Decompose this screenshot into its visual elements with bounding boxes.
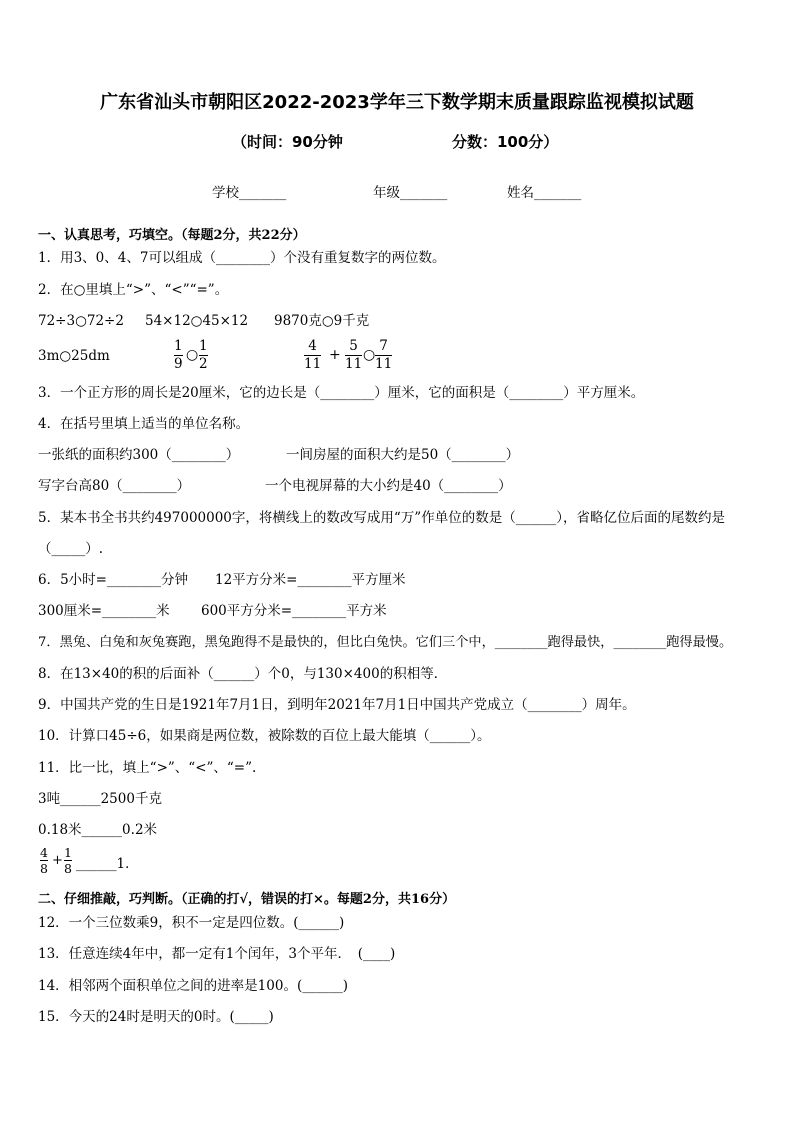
- question-9: 9．中国共产党的生日是1921年7月1日，到明年2021年7月1日中国共产党成立（________）周年。: [38, 697, 636, 713]
- q2-item-b: 54×12○45×12: [145, 313, 249, 329]
- page-title: 广东省汕头市朝阳区2022-2023学年三下数学期末质量跟踪监视模拟试题: [100, 92, 694, 113]
- q11-item-c-tail: ______1．: [76, 856, 139, 872]
- q2-item-d: 3m○25dm: [38, 348, 110, 364]
- section1-heading: 一、认真思考，巧填空。（每题2分，共22分）: [38, 228, 306, 243]
- exam-score: 分数：100分）: [452, 133, 559, 151]
- question-1: 1．用3、0、4、7可以组成（________）个没有重复数字的两位数。: [38, 250, 446, 266]
- question-5-cont: （_____）.: [38, 541, 104, 557]
- q11-item-b: 0.18米______0.2米: [38, 822, 158, 838]
- q6-item-c: 300厘米=________米: [38, 603, 170, 619]
- fraction-1-2: 1 2: [199, 338, 208, 372]
- q6-item-a: 6．5小时=________分钟: [38, 572, 188, 588]
- question-4: 4．在括号里填上适当的单位名称。: [38, 416, 250, 432]
- question-5: 5．某本书全书共约497000000字，将横线上的数改写成用“万”作单位的数是（______），省略亿位后面的尾数约是: [38, 510, 725, 526]
- question-8: 8．在13×40的积的后面补（______）个0，与130×400的积相等．: [38, 666, 448, 682]
- q11-item-a: 3吨______2500千克: [38, 791, 162, 807]
- plus-sign: +: [329, 347, 341, 363]
- fraction-4-8: 4 8: [40, 845, 48, 876]
- q6-item-d: 600平方分米=________平方米: [201, 603, 387, 619]
- section2-heading: 二、仔细推敲，巧判断。（正确的打√，错误的打×。每题2分，共16分）: [38, 892, 456, 907]
- exam-time: （时间：90分钟: [232, 133, 343, 151]
- question-7: 7．黑兔、白兔和灰兔赛跑，黑兔跑得不是最快的，但比白兔快。它们三个中，________跑得最快，________跑得最慢。: [38, 635, 733, 650]
- compare-circle: ○: [186, 347, 199, 363]
- question-10: 10．计算口45÷6，如果商是两位数，被除数的百位上最大能填（______）。: [38, 728, 491, 744]
- fraction-1-8: 1 8: [64, 845, 72, 876]
- fraction-5-11: 5 11: [345, 338, 363, 372]
- name-field[interactable]: 姓名_______: [507, 185, 582, 201]
- grade-field[interactable]: 年级_______: [373, 185, 448, 201]
- q2-item-a: 72÷3○72÷2: [38, 313, 124, 329]
- compare-circle-2: ○: [363, 347, 376, 363]
- fraction-1-9: 1 9: [174, 338, 183, 372]
- school-field[interactable]: 学校_______: [212, 185, 287, 201]
- fraction-7-11: 7 11: [375, 338, 393, 372]
- question-11: 11．比一比，填上“>”、“<”、“=”.: [38, 760, 257, 776]
- plus-sign-2: +: [52, 853, 63, 868]
- fraction-4-11: 4 11: [304, 338, 322, 372]
- question-2: 2．在○里填上“>”、“<”“=”。: [38, 282, 229, 298]
- q2-item-c: 9870克○9千克: [274, 313, 370, 329]
- q6-item-b: 12平方分米=________平方厘米: [215, 572, 406, 588]
- q4-item-d: 一个电视屏幕的大小约是40（________）: [265, 478, 512, 494]
- question-12: 12．一个三位数乘9，积不一定是四位数。(______): [38, 915, 345, 931]
- q4-item-b: 一间房屋的面积大约是50（________）: [286, 447, 520, 463]
- q4-item-a: 一张纸的面积约300（________）: [38, 447, 240, 463]
- question-13: 13．任意连续4年中，都一定有1个闰年，3个平年． (____): [38, 946, 396, 962]
- question-3: 3．一个正方形的周长是20厘米，它的边长是（________）厘米，它的面积是（________）平方厘米。: [38, 385, 645, 401]
- q4-item-c: 写字台高80（________）: [38, 478, 191, 494]
- question-15: 15．今天的24时是明天的0时。(_____): [38, 1009, 274, 1025]
- question-14: 14．相邻两个面积单位之间的进率是100。(______): [38, 978, 348, 994]
